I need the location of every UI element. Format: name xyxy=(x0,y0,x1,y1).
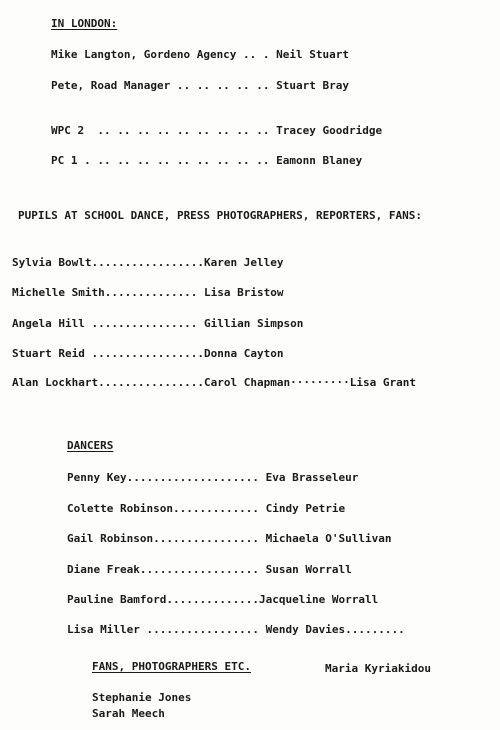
section-heading-fans: FANS, PHOTOGRAPHERS ETC. xyxy=(92,660,251,673)
cast-row: Diane Freak.................. Susan Worrall xyxy=(67,563,352,576)
cast-row: Lisa Miller ................. Wendy Davies......... xyxy=(67,623,405,636)
cast-name-extra: Maria Kyriakidou xyxy=(325,662,431,675)
cast-name: Stephanie Jones xyxy=(92,691,192,704)
cast-row: Michelle Smith.............. Lisa Bristow xyxy=(12,286,284,299)
cast-row: Sylvia Bowlt.................Karen Jelley xyxy=(12,256,284,269)
cast-row: Mike Langton, Gordeno Agency .. . Neil Stuart xyxy=(51,48,350,61)
section-heading-london: IN LONDON: xyxy=(51,17,118,30)
cast-row: Alan Lockhart................Carol Chapman·········Lisa Grant xyxy=(12,376,416,389)
cast-row: Colette Robinson............. Cindy Petrie xyxy=(67,502,346,515)
cast-name: Sarah Meech xyxy=(92,707,165,720)
section-heading-pupils: PUPILS AT SCHOOL DANCE, PRESS PHOTOGRAPHERS, REPORTERS, FANS: xyxy=(18,209,422,222)
cast-row: Pete, Road Manager .. .. .. .. .. Stuart Bray xyxy=(51,79,350,92)
section-heading-dancers: DANCERS xyxy=(67,439,114,452)
cast-row: Penny Key.................... Eva Brasseleur xyxy=(67,471,359,484)
cast-row: Gail Robinson................ Michaela O'Sullivan xyxy=(67,532,392,545)
cast-row: PC 1 . .. .. .. .. .. .. .. .. .. Eamonn Blaney xyxy=(51,154,363,167)
cast-row: Angela Hill ................ Gillian Simpson xyxy=(12,317,304,330)
cast-row: Stuart Reid .................Donna Cayton xyxy=(12,347,284,360)
cast-row: Pauline Bamford..............Jacqueline Worrall xyxy=(67,593,379,606)
cast-row: WPC 2 .. .. .. .. .. .. .. .. .. Tracey Goodridge xyxy=(51,124,383,137)
